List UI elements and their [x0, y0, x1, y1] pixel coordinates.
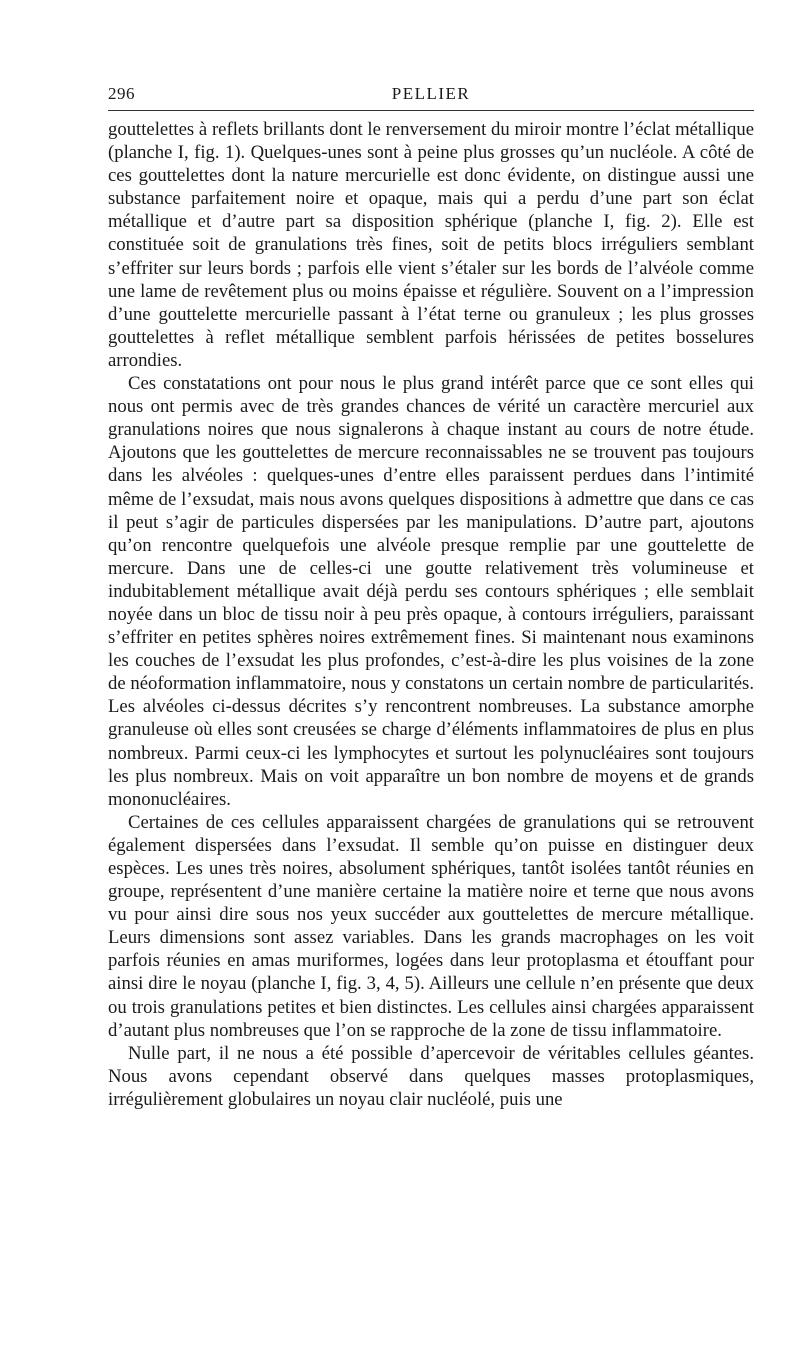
paragraph-4: Nulle part, il ne nous a été possible d’apercevoir de véritables cellules géantes. Nous avons cependant observé dans quelques masses protoplasmiques, irrégulièrement globulaires un noyau clair nucléolé, puis une: [108, 1042, 754, 1110]
page-number: 296: [108, 84, 135, 103]
document-page: [108, 80, 754, 1111]
running-head: [108, 80, 754, 106]
paragraph-1: gouttelettes à reflets brillants dont le renversement du miroir montre l’éclat métallique (planche I, fig. 1). Quelques-unes sont à peine plus grosses qu’un nucléole. A côté de ces gouttelettes dont la nature mercurielle est donc évidente, on distingue aussi une substance parfaitement noire et opaque, mais qui a perdu d’une part son éclat métallique et d’autre part sa disposition sphérique (planche I, fig. 2). Elle est constituée soit de granulations très fines, soit de petits blocs irréguliers semblant s’effriter sur leurs bords ; parfois elle vient s’étaler sur les bords de l’alvéole comme une lame de revêtement plus ou moins épaisse et régulière. Souvent on a l’impression d’une gouttelette mercurielle passant à l’état terne ou granuleux ; les plus grosses gouttelettes à reflet métallique semblent parfois hérissées de petites bosselures arrondies.: [108, 119, 754, 371]
body-text: [108, 118, 754, 1111]
header-rule: [108, 110, 754, 111]
paragraph-2: Ces constatations ont pour nous le plus grand intérêt parce que ce sont elles qui nous ont permis avec de très grandes chances de vérité un caractère mercuriel aux granulations noires que nous signalerons à chaque instant au cours de notre étude. Ajoutons que les gouttelettes de mercure reconnaissables ne se trouvent pas toujours dans les alvéoles : quelques-unes d’entre elles paraissent perdues dans l’intimité même de l’exsudat, mais nous avons quelques dispositions à admettre que dans ce cas il peut s’agir de particules dispersées par les manipulations. D’autre part, ajoutons qu’on rencontre quelquefois une alvéole presque remplie par une gouttelette de mercure. Dans une de celles-ci une goutte relativement très volumineuse et indubitablement métallique avait déjà perdu ses contours sphériques ; elle semblait noyée dans un bloc de tissu noir à peu près opaque, à contours irréguliers, paraissant s’effriter en petites sphères noires extrêmement fines. Si maintenant nous examinons les couches de l’exsudat les plus profondes, c’est-à-dire les plus voisines de la zone de néoformation inflammatoire, nous y constatons un certain nombre de particularités. Les alvéoles ci-dessus décrites s’y rencontrent nombreuses. La substance amorphe granuleuse où elles sont creusées se charge d’éléments inflammatoires de plus en plus nombreux. Parmi ceux-ci les lymphocytes et surtout les polynucléaires sont toujours les plus nombreux. Mais on voit apparaître un bon nombre de moyens et de grands mononucléaires.: [108, 373, 754, 810]
paragraph-3: Certaines de ces cellules apparaissent chargées de granulations qui se retrouvent également dispersées dans l’exsudat. Il semble qu’on puisse en distinguer deux espèces. Les unes très noires, absolument sphériques, tantôt isolées tantôt réunies en groupe, représentent d’une manière certaine la matière noire et terne que nous avons vu pour ainsi dire sous nos yeux succéder aux gouttelettes de mercure métallique. Leurs dimensions sont assez variables. Dans les grands macrophages on les voit parfois réunies en amas muriformes, logées dans leur protoplasma et étouffant pour ainsi dire le noyau (planche I, fig. 3, 4, 5). Ailleurs une cellule n’en présente que deux ou trois granulations petites et bien distinctes. Les cellules ainsi chargées apparaissent d’autant plus nombreuses que l’on se rapproche de la zone de tissu inflammatoire.: [108, 811, 754, 1041]
running-title: PELLIER: [391, 84, 471, 103]
